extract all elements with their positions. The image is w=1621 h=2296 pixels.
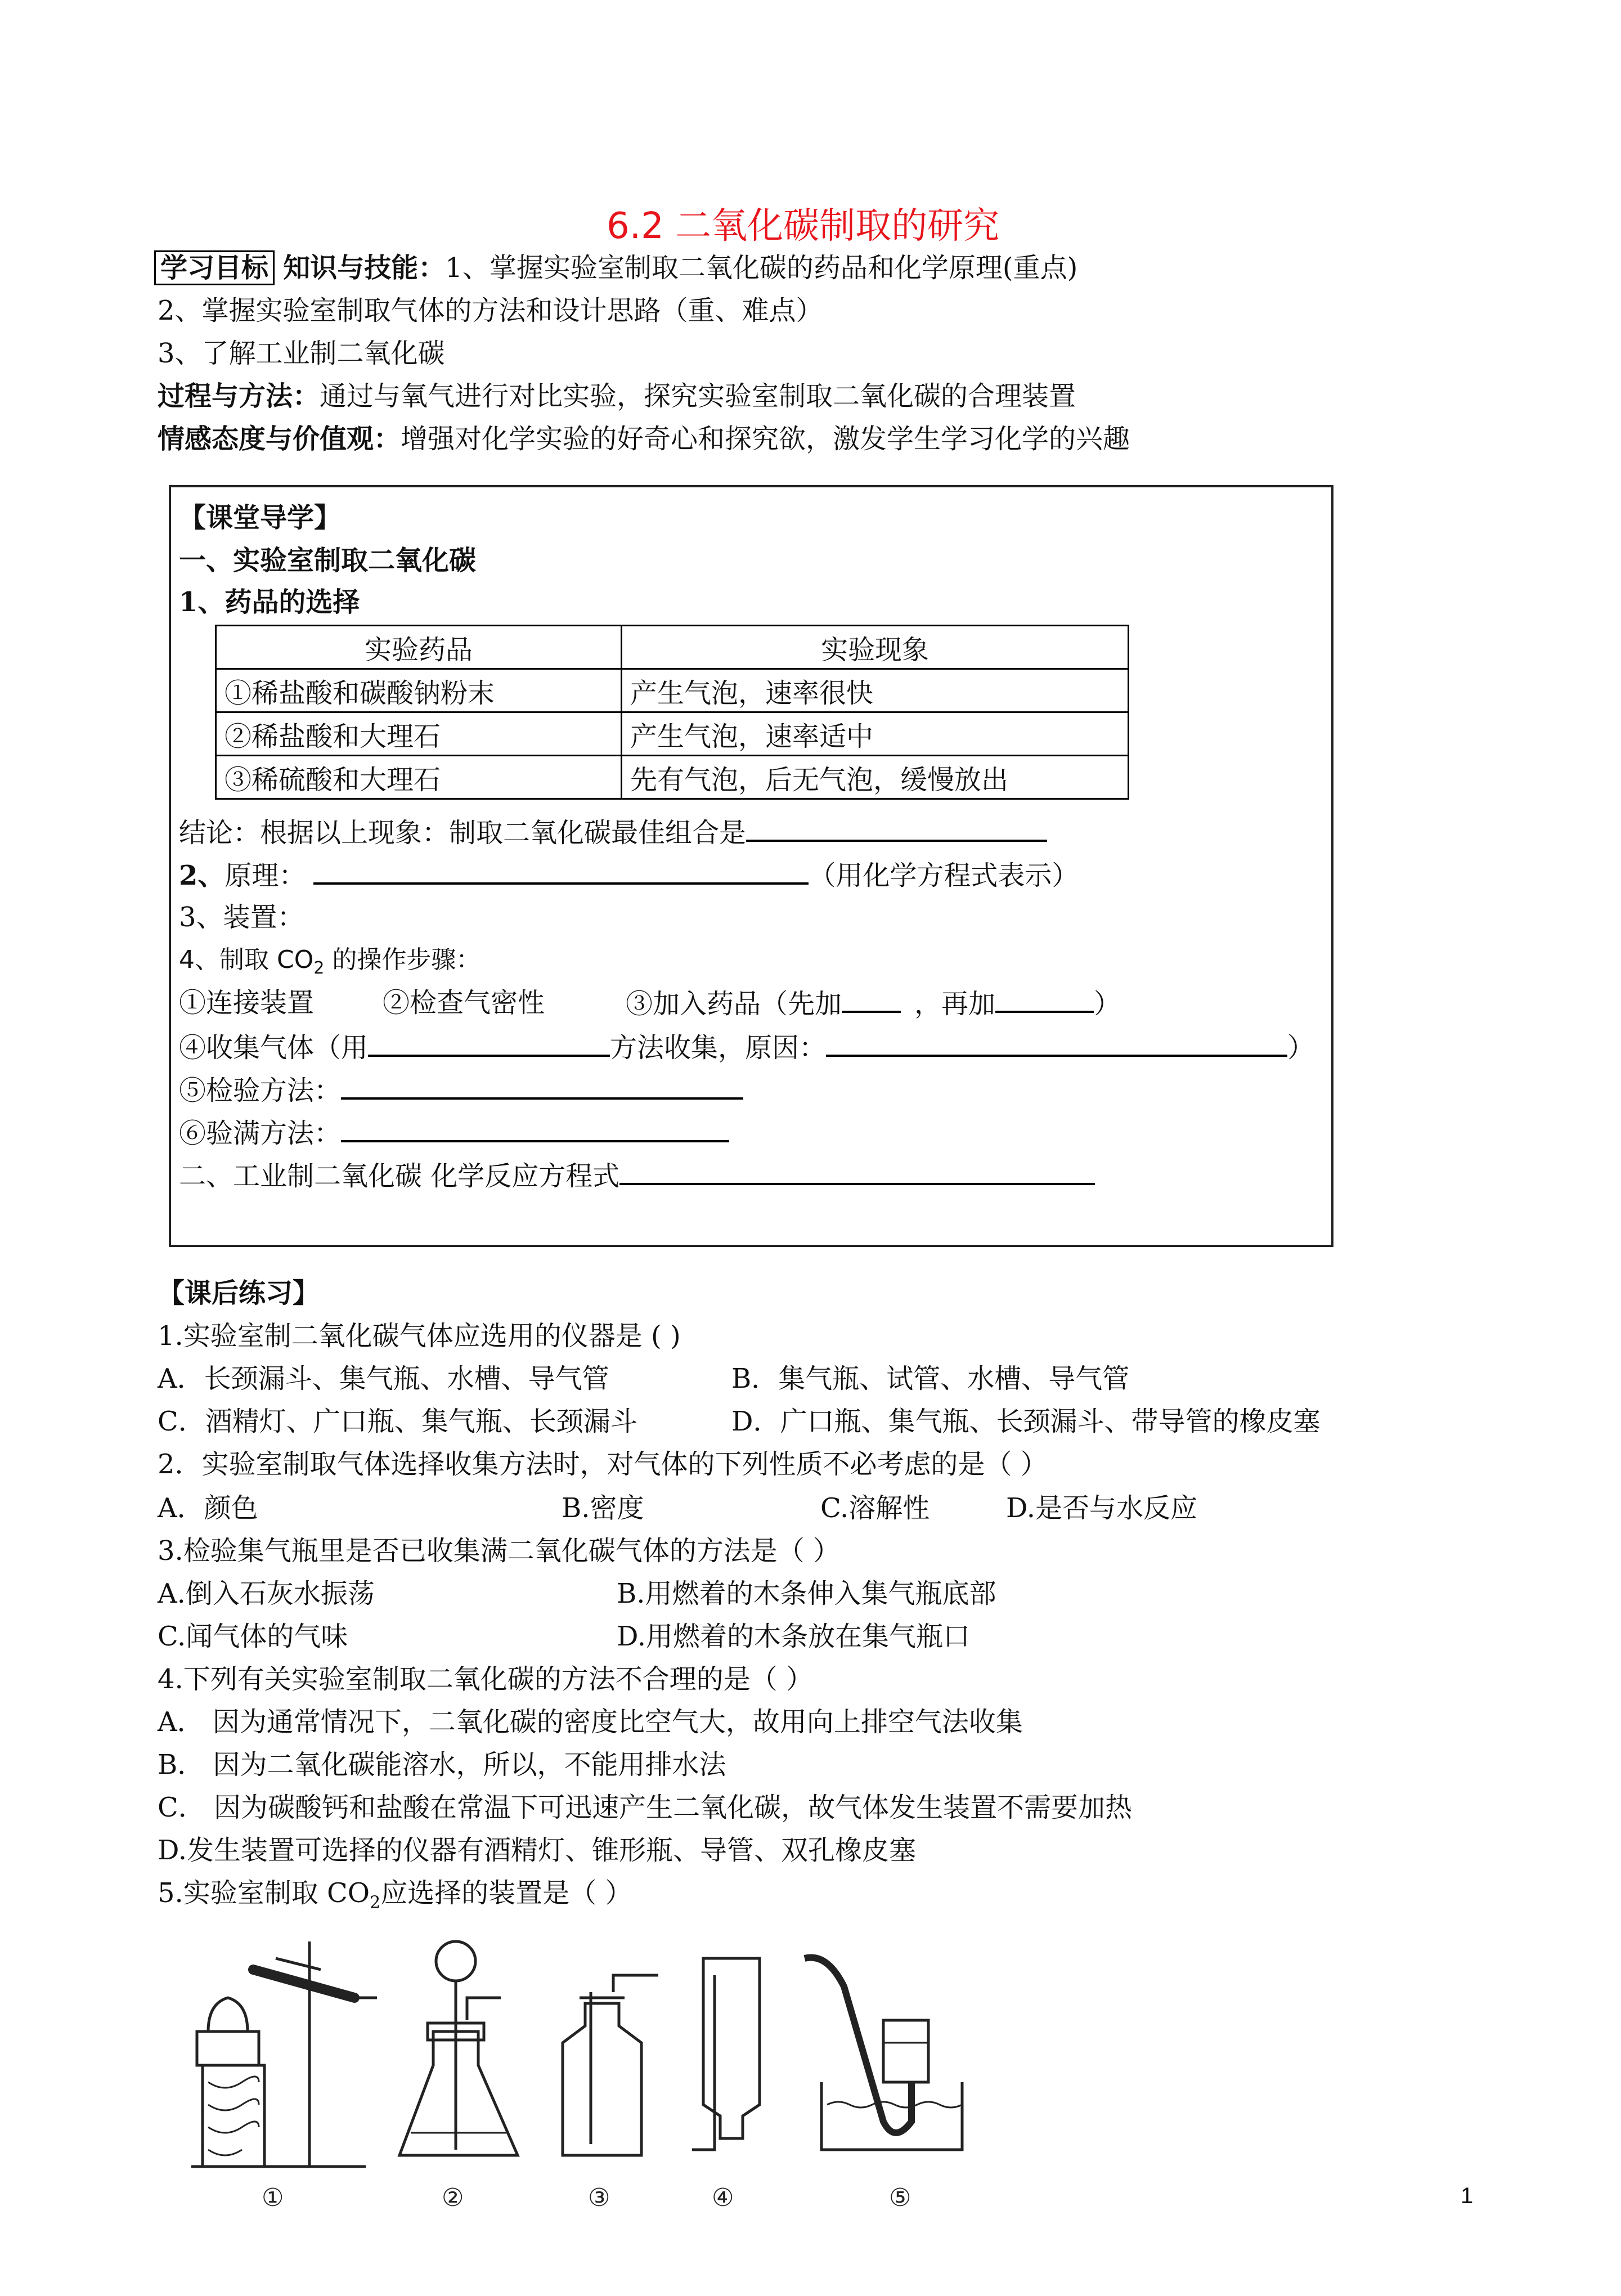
table-header-row <box>216 626 1129 669</box>
step4-b: 方法收集，原因： <box>610 1032 827 1064</box>
principle-word: 原理： <box>224 860 306 891</box>
step5-line <box>179 1073 743 1107</box>
step4-blank-1 <box>368 1030 610 1057</box>
step6-blank <box>341 1115 729 1142</box>
table-row <box>216 712 1129 756</box>
steps-sub: 2 <box>313 958 325 978</box>
step6: ⑥验满方法： <box>179 1118 342 1149</box>
table-row <box>216 669 1129 712</box>
q5 <box>158 1876 632 1920</box>
section2: 二、工业制二氧化碳 化学反应方程式 <box>179 1160 620 1192</box>
step3-line <box>626 986 1121 1021</box>
figure-label: ③ <box>588 2183 610 2212</box>
step3-blank-1 <box>842 986 901 1013</box>
step4-c: ） <box>1287 1032 1315 1064</box>
q2-option-c: C.溶解性 <box>820 1492 930 1524</box>
practice-heading: 【课后练习】 <box>158 1277 320 1309</box>
q3: 3.检验集气瓶里是否已收集满二氧化碳气体的方法是（ ） <box>158 1535 841 1567</box>
guide-section-1: 一、实验室制取二氧化碳 <box>179 545 477 576</box>
knowledge-1: 1、掌握实验室制取二氧化碳的药品和化学原理(重点) <box>445 252 1078 284</box>
table-cell: 产生气泡，速率适中 <box>622 712 1129 756</box>
section2-blank <box>619 1158 1095 1185</box>
table-cell: ②稀盐酸和大理石 <box>216 712 622 756</box>
objectives-line-1 <box>154 251 1077 285</box>
knowledge-3: 3、了解工业制二氧化碳 <box>158 338 445 369</box>
emotion-line <box>158 422 1130 456</box>
q5-sub: 2 <box>370 1893 381 1913</box>
q1-option-a: A．长颈漏斗、集气瓶、水槽、导气管 <box>158 1363 609 1394</box>
principle-line <box>179 858 1079 893</box>
q1: 1.实验室制二氧化碳气体应选用的仪器是 ( ) <box>158 1320 681 1352</box>
drug-selection-table <box>215 625 1129 800</box>
step1: ①连接装置 <box>179 987 315 1019</box>
objectives-box-label: 学习目标 <box>154 250 275 285</box>
apparatus-5-water-trough <box>805 1958 962 2150</box>
principle-blank <box>313 858 809 885</box>
table-cell: ③稀硫酸和大理石 <box>216 756 622 799</box>
figure-label: ④ <box>712 2183 734 2212</box>
process-line <box>158 379 1076 413</box>
steps-label-a: 4、制取 CO <box>179 945 314 974</box>
step3-a: ③加入药品（先加 <box>626 988 842 1020</box>
emotion-text: 增强对化学实验的好奇心和探究欲，激发学生学习化学的兴趣 <box>401 423 1130 455</box>
guide-sub-1: 1、药品的选择 <box>179 586 360 618</box>
figure-label: ⑤ <box>889 2183 911 2212</box>
conclusion-line <box>179 815 1047 850</box>
q4-option-b: B． 因为二氧化碳能溶水，所以，不能用排水法 <box>158 1749 726 1781</box>
step5-blank <box>341 1073 743 1100</box>
q2-option-d: D.是否与水反应 <box>1006 1492 1198 1524</box>
step6-line <box>179 1115 729 1150</box>
apparatus-4-inverted-bottle <box>692 1958 760 2150</box>
q2-option-a: A．颜色 <box>158 1492 258 1524</box>
knowledge-2: 2、掌握实验室制取气体的方法和设计思路（重、难点） <box>158 295 823 326</box>
emotion-label: 情感态度与价值观： <box>158 423 401 455</box>
conclusion-text: 结论：根据以上现象：制取二氧化碳最佳组合是 <box>179 817 747 849</box>
q4-option-a: A． 因为通常情况下，二氧化碳的密度比空气大，故用向上排空气法收集 <box>158 1706 1023 1738</box>
page-number: 1 <box>1461 2183 1474 2208</box>
apparatus-3-gas-bottle <box>563 1975 658 2155</box>
q3-option-c: C.闻气体的气味 <box>158 1621 348 1652</box>
section2-line <box>179 1158 1095 1193</box>
q5-b: 应选择的装置是（ ） <box>380 1877 632 1909</box>
table-cell: ①稀盐酸和碳酸钠粉末 <box>216 669 622 712</box>
page-title: 6.2 二氧化碳制取的研究 <box>607 205 1000 247</box>
table-header-cell: 实验现象 <box>622 626 1129 669</box>
q2: 2．实验室制取气体选择收集方法时，对气体的下列性质不必考虑的是（ ） <box>158 1449 1048 1480</box>
step2: ②检查气密性 <box>383 987 545 1019</box>
q1-option-c: C．酒精灯、广口瓶、集气瓶、长颈漏斗 <box>158 1406 637 1437</box>
q3-option-d: D.用燃着的木条放在集气瓶口 <box>617 1621 971 1652</box>
conclusion-blank <box>746 815 1047 842</box>
q4-option-c: C． 因为碳酸钙和盐酸在常温下可迅速产生二氧化碳，故气体发生装置不需要加热 <box>158 1792 1132 1823</box>
q3-option-a: A.倒入石灰水振荡 <box>158 1578 375 1609</box>
q2-option-b: B.密度 <box>562 1492 644 1524</box>
table-cell: 先有气泡，后无气泡，缓慢放出 <box>622 756 1129 799</box>
q1-option-d: D．广口瓶、集气瓶、长颈漏斗、带导管的橡皮塞 <box>731 1406 1321 1437</box>
q3-option-b: B.用燃着的木条伸入集气瓶底部 <box>617 1578 996 1609</box>
apparatus-2-conical-flask <box>399 1941 518 2155</box>
step4-line <box>179 1030 1314 1065</box>
q5-a: 5.实验室制取 CO <box>158 1877 370 1909</box>
step3-blank-2 <box>995 986 1094 1013</box>
table-row <box>216 756 1129 799</box>
table-header-cell: 实验药品 <box>216 626 622 669</box>
figure-label: ② <box>442 2183 464 2212</box>
guide-heading: 【课堂导学】 <box>179 502 342 533</box>
steps-label-b: 的操作步骤： <box>324 945 481 974</box>
q4: 4.下列有关实验室制取二氧化碳的方法不合理的是（ ） <box>158 1663 814 1695</box>
step3-c: ） <box>1094 988 1121 1020</box>
apparatus-figure <box>186 1936 1480 2217</box>
figure-label: ① <box>262 2183 284 2212</box>
step4-a: ④收集气体（用 <box>179 1032 369 1064</box>
step3-b: ，再加 <box>914 988 996 1020</box>
q4-option-d: D.发生装置可选择的仪器有酒精灯、锥形瓶、导管、双孔橡皮塞 <box>158 1835 917 1866</box>
principle-label: 2、 <box>179 860 225 891</box>
process-text: 通过与氧气进行对比实验，探究实验室制取二氧化碳的合理装置 <box>320 380 1076 412</box>
q1-option-b: B．集气瓶、试管、水槽、导气管 <box>731 1363 1130 1394</box>
steps-label <box>179 943 481 985</box>
step4-blank-2 <box>826 1030 1287 1057</box>
apparatus-1-heating-test-tube <box>191 1941 377 2167</box>
knowledge-label: 知识与技能： <box>283 252 446 284</box>
step5: ⑤检验方法： <box>179 1075 342 1106</box>
process-label: 过程与方法： <box>158 380 320 412</box>
principle-note: （用化学方程式表示） <box>809 860 1079 891</box>
device-line: 3、装置： <box>179 902 304 933</box>
table-cell: 产生气泡，速率很快 <box>622 669 1129 712</box>
